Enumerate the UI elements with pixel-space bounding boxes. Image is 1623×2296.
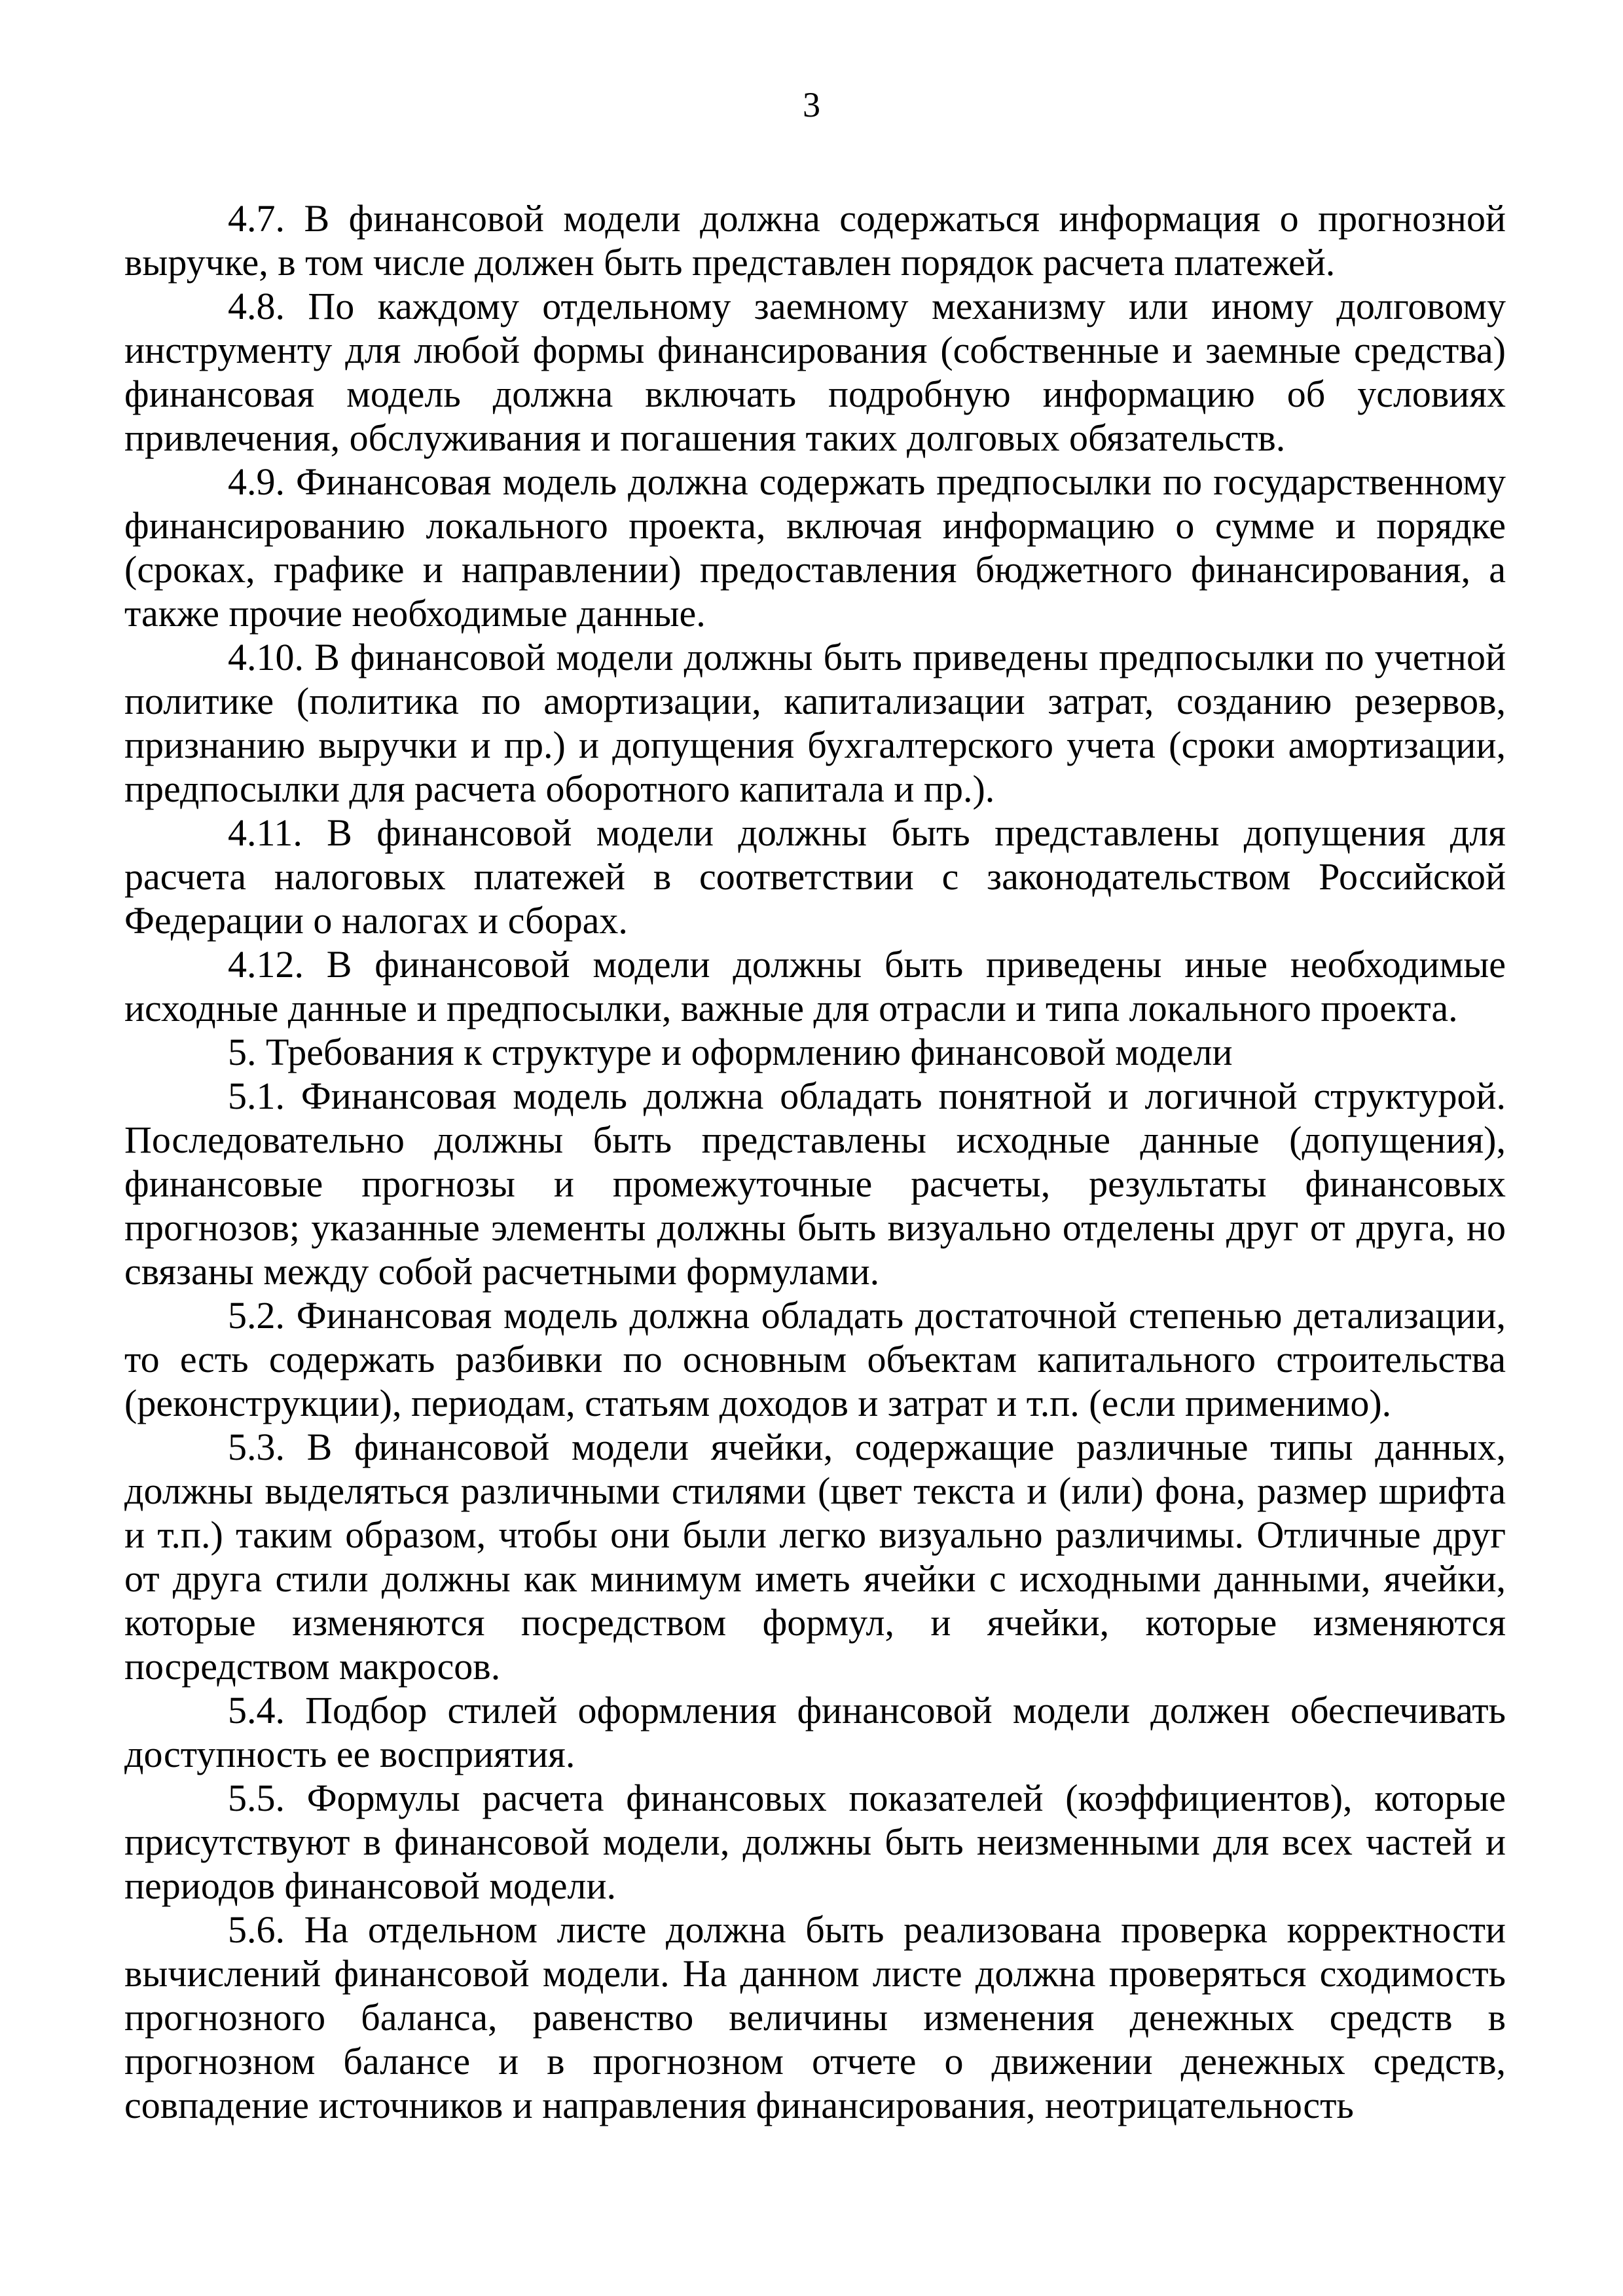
paragraph-4-8: 4.8. По каждому отдельному заемному механизму или иному долговому инструменту для любой формы финансирования (собственные и заемные средства) финансовая модель должна включать подробную информацию об условиях привлечения, обслуживания и погашения таких долговых обязательств. xyxy=(124,285,1506,459)
page-number: 3 xyxy=(803,85,820,124)
document-body xyxy=(124,196,1506,2127)
paragraph-4-10: 4.10. В финансовой модели должны быть приведены предпосылки по учетной политике (политика по амортизации, капитализации затрат, созданию резервов, признанию выручки и пр.) и допущения бухгалтерского учета (сроки амортизации, предпосылки для расчета оборотного капитала и пр.). xyxy=(124,636,1506,810)
paragraph-5-3: 5.3. В финансовой модели ячейки, содержащие различные типы данных, должны выделяться различными стилями (цвет текста и (или) фона, размер шрифта и т.п.) таким образом, чтобы они были легко визуально различимы. Отличные друг от друга стили должны как минимум иметь ячейки с исходными данными, ячейки, которые изменяются посредством формул, и ячейки, которые изменяются посредством макросов. xyxy=(124,1426,1506,1688)
paragraph-4-11: 4.11. В финансовой модели должны быть представлены допущения для расчета налоговых платежей в соответствии с законодательством Российской Федерации о налогах и сборах. xyxy=(124,811,1506,942)
paragraph-5-4: 5.4. Подбор стилей оформления финансовой модели должен обеспечивать доступность ее восприятия. xyxy=(124,1689,1506,1775)
paragraph-5-6: 5.6. На отдельном листе должна быть реализована проверка корректности вычислений финансовой модели. На данном листе должна проверяться сходимость прогнозного баланса, равенство величины изменения денежных средств в прогнозном балансе и в прогнозном отчете о движении денежных средств, совпадение источников и направления финансирования, неотрицательность xyxy=(124,1908,1506,2126)
paragraph-4-9: 4.9. Финансовая модель должна содержать предпосылки по государственному финансированию локального проекта, включая информацию о сумме и порядке (сроках, графике и направлении) предоставления бюджетного финансирования, а также прочие необходимые данные. xyxy=(124,460,1506,635)
paragraph-4-7: 4.7. В финансовой модели должна содержаться информация о прогнозной выручке, в том числе должен быть представлен порядок расчета платежей. xyxy=(124,197,1506,284)
section-heading-5: 5. Требования к структуре и оформлению финансовой модели xyxy=(228,1031,1233,1073)
paragraph-4-12: 4.12. В финансовой модели должны быть приведены иные необходимые исходные данные и предпосылки, важные для отрасли и типа локального проекта. xyxy=(124,943,1506,1029)
paragraph-5-2: 5.2. Финансовая модель должна обладать достаточной степенью детализации, то есть содержать разбивки по основным объектам капитального строительства (реконструкции), периодам, статьям доходов и затрат и т.п. (если применимо). xyxy=(124,1294,1506,1424)
paragraph-5-5: 5.5. Формулы расчета финансовых показателей (коэффициентов), которые присутствуют в финансовой модели, должны быть неизменными для всех частей и периодов финансовой модели. xyxy=(124,1777,1506,1907)
paragraph-5-1: 5.1. Финансовая модель должна обладать понятной и логичной структурой. Последовательно должны быть представлены исходные данные (допущения), финансовые прогнозы и промежуточные расчеты, результаты финансовых прогнозов; указанные элементы должны быть визуально отделены друг от друга, но связаны между собой расчетными формулами. xyxy=(124,1075,1506,1293)
